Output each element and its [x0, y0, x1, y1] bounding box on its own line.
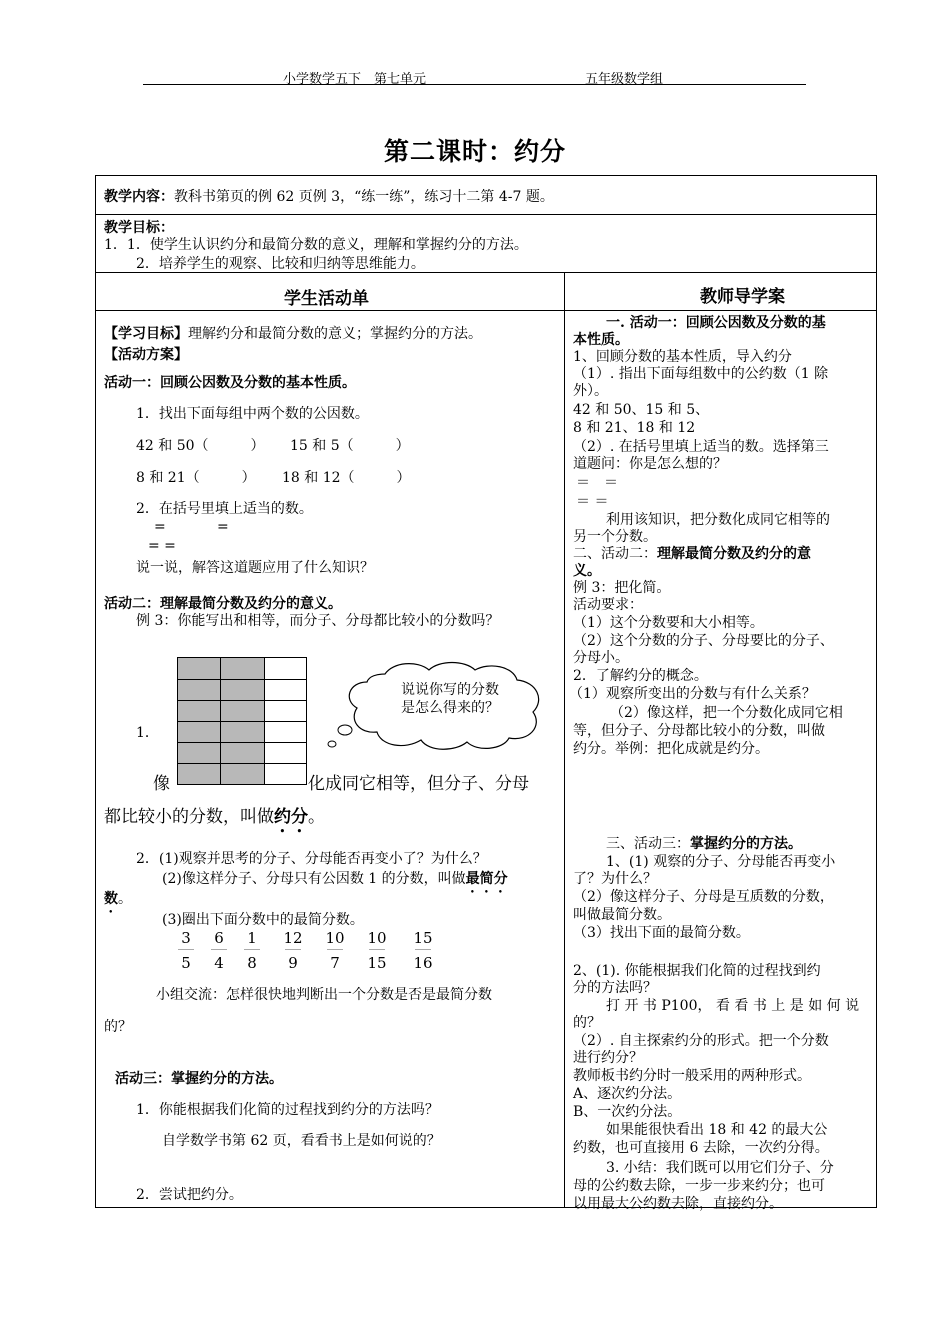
teacher-line-l31: （3）找出下面的最简分数。 — [573, 925, 750, 941]
teacher-line-l26 — [606, 833, 802, 853]
teacher-line-l39: A、逐次约分法。 — [573, 1086, 682, 1102]
goals-label: 教学目标： — [104, 220, 174, 236]
row-divider — [96, 310, 876, 311]
teacher-line-l16: 例 3：把化简。 — [573, 580, 671, 596]
header-group: 五年级数学组 — [585, 72, 664, 87]
teacher-line-l6: 42 和 50、15 和 5、 — [573, 402, 710, 418]
content-row — [104, 186, 554, 206]
fraction-bar — [178, 949, 194, 950]
teacher-line-l23: （2）像这样，把一个分数化成同它相 — [610, 705, 843, 721]
fraction-item[interactable] — [363, 929, 391, 972]
teacher-line-l20: 分母小。 — [573, 650, 629, 666]
activity-prefix: 二、活动二： — [573, 546, 657, 562]
fraction-item[interactable] — [238, 929, 266, 972]
content-text: 教科书第页的例 62 页例 3，“练一练”，练习十二第 4-7 题。 — [174, 189, 554, 205]
fraction-item[interactable] — [172, 929, 200, 972]
teacher-line-l19: （2）这个分数的分子、分母要比的分子、 — [573, 633, 834, 649]
equals-pair: = = — [148, 538, 176, 554]
group-discussion: 小组交流：怎样很快地判断出一个分数是否是最简分数 — [156, 987, 492, 1003]
fraction-grid — [177, 657, 307, 785]
teacher-line-l4: （1）. 指出下面每组数中的公约数（1 除 — [573, 366, 829, 382]
teacher-line-l33: 分的方法吗？ — [573, 980, 657, 996]
goal-2: 2．培养学生的观察、比较和归纳等思维能力。 — [136, 256, 425, 272]
plan-label: 【活动方案】 — [104, 347, 188, 363]
like-line-2 — [104, 802, 325, 837]
numerator: 1 — [247, 929, 257, 947]
teacher-line-l25: 约分。举例：把化成就是约分。 — [573, 741, 769, 757]
activity-3-q2: 2．尝试把约分。 — [136, 1187, 243, 1203]
talk-prompt: 说一说，解答这道题应用了什么知识？ — [136, 560, 374, 576]
teacher-line-l35: 的？ — [573, 1015, 601, 1031]
teacher-line-l5: 外）。 — [573, 383, 608, 399]
fraction-item[interactable] — [279, 929, 307, 972]
content-label: 教学内容： — [104, 189, 174, 205]
teacher-line-l1: 一. 活动一：回顾公因数及分数的基 — [606, 315, 826, 331]
activity-title: 理解最简分数及约分的意 — [657, 546, 811, 562]
teacher-line-l22: （1）观察所变出的分数与有什么关系？ — [569, 686, 816, 702]
header-rule — [143, 84, 806, 85]
teacher-line-l2: 本性质。 — [573, 332, 629, 348]
denominator: 16 — [413, 954, 433, 972]
bubble-line-2: 是怎么得来的？ — [401, 700, 499, 716]
numerator: 6 — [214, 929, 224, 947]
teacher-line-l41: 如果能很快看出 18 和 42 的最大公 — [606, 1122, 828, 1138]
grid-line — [178, 742, 306, 743]
activity-3-title: 活动三：掌握约分的方法。 — [115, 1071, 283, 1087]
item-number-1: 1． — [136, 725, 159, 741]
example-3: 例 3：你能写出和相等，而分子、分母都比较小的分数吗？ — [136, 613, 500, 629]
like-suffix: 化成同它相等，但分子、分母 — [308, 774, 529, 794]
fraction-item[interactable] — [409, 929, 437, 972]
fraction-bar — [244, 949, 260, 950]
activity-2-title: 活动二：理解最简分数及约分的意义。 — [104, 596, 342, 612]
teacher-line-l40: B、一次约分法。 — [573, 1104, 682, 1120]
denominator: 4 — [214, 954, 224, 972]
teacher-line-l29: （2）像这样分子、分母是互质数的分数， — [573, 889, 834, 905]
q2-define-cont — [104, 888, 132, 916]
teacher-line-l12: 利用该知识，把分数化成同它相等的 — [606, 512, 830, 528]
activity-title: 掌握约分的方法。 — [690, 836, 802, 852]
equals-sign: = — [217, 519, 229, 535]
activity-1-q1: 1．找出下面每组中两个数的公因数。 — [136, 406, 369, 422]
denominator: 8 — [247, 954, 257, 972]
denominator: 5 — [181, 954, 191, 972]
teacher-line-l27: 1、(1) 观察的分子、分母能否再变小 — [606, 854, 836, 870]
pair-8-21: 8 和 21（ ） — [136, 470, 256, 486]
denominator: 7 — [330, 954, 340, 972]
grid-line — [178, 763, 306, 764]
page-title: 第二课时：约分 — [383, 137, 566, 166]
header-unit: 小学数学五下 第七单元 — [283, 72, 427, 87]
goal-1: 1．1．使学生认识约分和最简分数的意义，理解和掌握约分的方法。 — [104, 237, 528, 253]
teacher-line-l38: 教师板书约分时一般采用的两种形式。 — [573, 1068, 811, 1084]
numerator: 15 — [413, 929, 433, 947]
teacher-line-l37: 进行约分？ — [573, 1050, 643, 1066]
fraction-item[interactable] — [205, 929, 233, 972]
pair-18-12: 18 和 12（ ） — [282, 470, 411, 486]
numerator: 3 — [181, 929, 191, 947]
like-text: 都比较小的分数，叫做 — [104, 807, 274, 827]
fraction-bar — [415, 949, 431, 950]
activity-3-self-study: 自学数学书第 62 页，看看书上是如何说的？ — [162, 1133, 441, 1149]
teacher-line-l15: 义。 — [573, 563, 601, 579]
teacher-line-l8: （2）. 在括号里填上适当的数。选择第三 — [573, 439, 829, 455]
teacher-line-l13: 另一个分数。 — [573, 529, 657, 545]
period: 。 — [118, 891, 132, 907]
teacher-line-l17: 活动要求： — [573, 597, 643, 613]
teacher-line-l10: ＝ ＝ — [576, 475, 618, 491]
teacher-line-l44: 母的公约数去除，一步一步来约分；也可 — [573, 1178, 825, 1194]
teacher-line-l9: 道题问：你是怎么想的？ — [573, 456, 727, 472]
activity-prefix: 三、活动三： — [606, 836, 690, 852]
teacher-line-l42: 约数，也可直接用 6 去除，一次约分得。 — [573, 1140, 829, 1156]
column-divider — [564, 272, 565, 1207]
numerator: 12 — [283, 929, 303, 947]
like-prefix: 像 — [153, 774, 170, 794]
numerator: 10 — [367, 929, 387, 947]
teacher-line-l28: 了？为什么？ — [573, 871, 657, 887]
teacher-line-l18: （1）这个分数要和大小相等。 — [573, 615, 764, 631]
fraction-bar — [369, 949, 385, 950]
term-simplest: 最简分 — [465, 871, 508, 887]
learning-objective — [104, 323, 482, 343]
teacher-line-l21: 2．了解约分的概念。 — [573, 668, 708, 684]
fraction-bar — [211, 949, 227, 950]
teacher-line-l43: 3. 小结：我们既可以用它们分子、分 — [606, 1160, 834, 1176]
fraction-bar — [285, 949, 301, 950]
activity-1-title: 活动一：回顾公因数及分数的基本性质。 — [104, 375, 356, 391]
teacher-column-title: 教师导学案 — [700, 287, 785, 307]
q2-observe: 2．(1)观察并思考的分子、分母能否再变小了？为什么？ — [136, 851, 487, 867]
denominator: 9 — [288, 954, 298, 972]
numerator: 10 — [325, 929, 345, 947]
fraction-item[interactable] — [321, 929, 349, 972]
grid-line — [178, 721, 306, 722]
teacher-line-l11: ＝ ＝ — [576, 494, 609, 510]
period: 。 — [308, 807, 325, 827]
teacher-line-l30: 叫做最简分数。 — [573, 907, 671, 923]
teacher-line-l36: （2）. 自主探索约分的形式。把一个分数 — [573, 1033, 829, 1049]
pair-15-5: 15 和 5（ ） — [290, 438, 410, 454]
grid-line — [178, 679, 306, 680]
denominator: 15 — [367, 954, 387, 972]
teacher-line-l45: 以用最大公约数去除，直接约分。 — [573, 1196, 783, 1212]
activity-3-q1: 1．你能根据我们化简的过程找到约分的方法吗？ — [136, 1102, 439, 1118]
teacher-line-l34: 打 开 书 P100， 看 看 书 上 是 如 何 说 — [606, 998, 860, 1014]
objective-text: 理解约分和最简分数的意义；掌握约分的方法。 — [188, 326, 482, 342]
bubble-line-1: 说说你写的分数 — [401, 682, 499, 698]
student-column-header: 学生活动单 — [284, 289, 369, 309]
teacher-line-l32: 2、(1). 你能根据我们化简的过程找到约 — [573, 963, 821, 979]
group-discussion-end: 的？ — [104, 1019, 132, 1035]
q2-circle: (3)圈出下面分数中的最简分数。 — [162, 912, 364, 928]
equals-sign: = — [154, 519, 166, 535]
teacher-line-l3: 1、回顾分数的基本性质，导入约分 — [573, 349, 792, 365]
activity-1-q2: 2．在括号里填上适当的数。 — [136, 501, 313, 517]
fraction-bar — [327, 949, 343, 950]
define-text: (2)像这样分子、分母只有公因数 1 的分数，叫做 — [162, 871, 466, 887]
teacher-line-l7: 8 和 21、18 和 12 — [573, 420, 696, 436]
pair-42-50: 42 和 50（ ） — [136, 438, 265, 454]
term-simplest-end: 数 — [104, 891, 118, 907]
teacher-line-l24: 等，但分子、分母都比较小的分数，叫做 — [573, 723, 825, 739]
row-divider — [96, 214, 876, 215]
teacher-line-l14 — [573, 543, 811, 563]
term-yuefen: 约分 — [274, 807, 308, 827]
grid-line — [178, 700, 306, 701]
q2-define — [162, 868, 508, 896]
objective-label: 【学习目标】 — [104, 326, 188, 342]
